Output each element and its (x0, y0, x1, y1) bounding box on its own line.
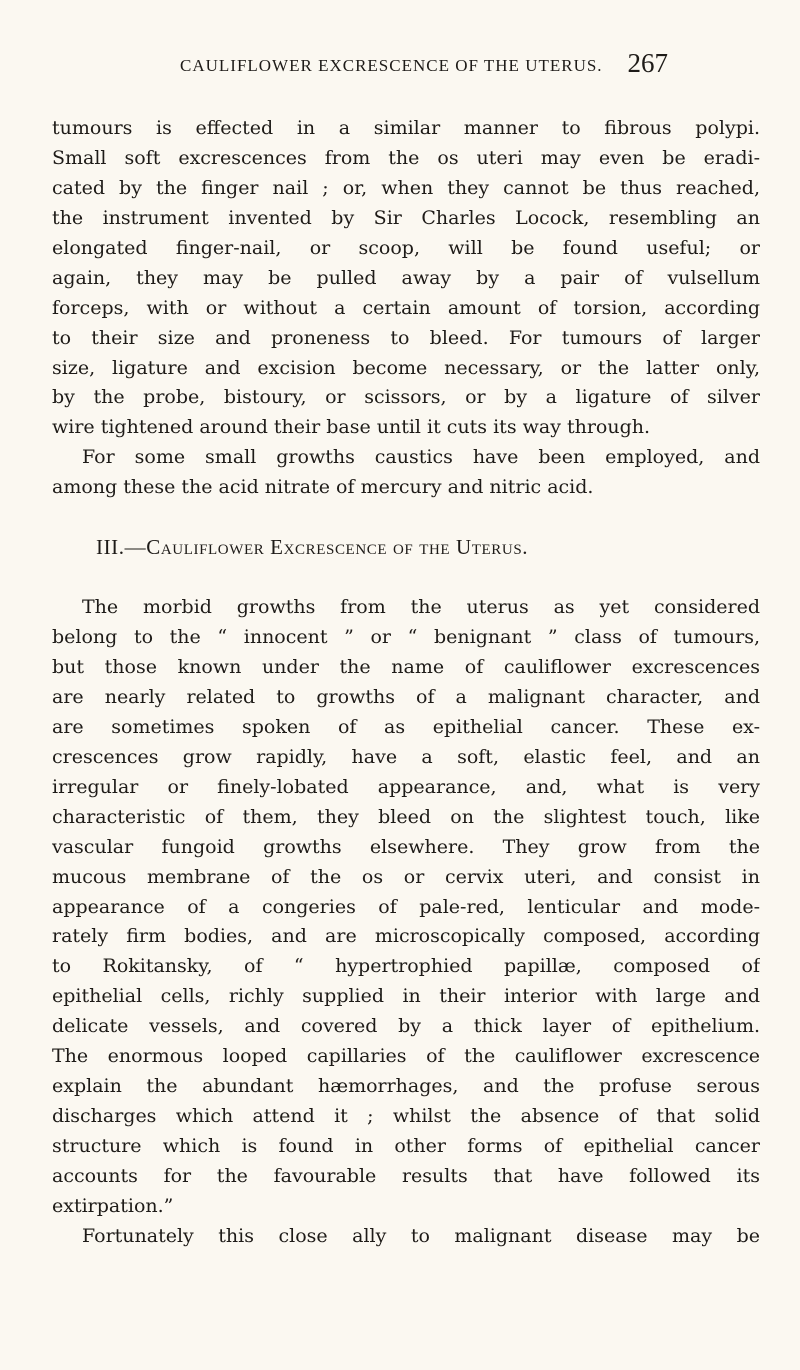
text-line: elongated finger-nail, or scoop, will be found useful; or (52, 236, 760, 259)
text-line: crescences grow rapidly, have a soft, elastic feel, and an (52, 745, 760, 768)
text-line: but those known under the name of cauliflower excrescences (52, 656, 760, 678)
text-line: forceps, with or without a certain amount of torsion, according (52, 296, 760, 319)
text-line: For some small growths caustics have been employed, and (82, 446, 760, 469)
text-line: irregular or finely-lobated appearance, and, what is very (52, 775, 760, 798)
section-heading (52, 533, 760, 563)
text-line: tumours is effected in a similar manner to fibrous polypi. (52, 117, 760, 139)
text-line: explain the abundant hæmorrhages, and the profuse serous (52, 1075, 760, 1098)
text-line: discharges which attend it ; whilst the absence of that solid (52, 1105, 760, 1128)
text-line: size, ligature and excision become necessary, or the latter only, (52, 356, 760, 379)
paragraph-3 (52, 593, 760, 1222)
text-line: accounts for the favourable results that have followed its (52, 1164, 760, 1187)
text-line: the instrument invented by Sir Charles Locock, resembling an (52, 206, 760, 229)
text-line: are nearly related to growths of a malignant character, and (52, 685, 760, 708)
section-numeral: III.— (96, 535, 147, 560)
text-line: to Rokitansky, of “ hypertrophied papillæ, composed of (52, 955, 760, 978)
text-line: structure which is found in other forms of epithelial cancer (52, 1135, 760, 1157)
page-number: 267 (627, 48, 668, 78)
text-line: mucous membrane of the os or cervix uteri, and consist in (52, 865, 760, 888)
text-line: by the probe, bistoury, or scissors, or by a ligature of silver (52, 386, 760, 409)
paragraph-4 (52, 1222, 760, 1252)
text-line: again, they may be pulled away by a pair of vulsellum (52, 266, 760, 289)
text-line: among these the acid nitrate of mercury and nitric acid. (52, 476, 594, 499)
text-line: wire tightened around their base until it cuts its way through. (52, 416, 651, 439)
text-line: vascular fungoid growths elsewhere. They grow from the (52, 835, 760, 858)
text-line: characteristic of them, they bleed on the slightest touch, like (52, 805, 760, 828)
text-line: are sometimes spoken of as epithelial cancer. These ex- (52, 715, 760, 738)
text-line: extirpation.” (52, 1194, 174, 1217)
text-line: to their size and proneness to bleed. For tumours of larger (52, 326, 760, 349)
section-title: Cauliflower Excrescence of the Uterus. (146, 535, 529, 560)
text-line: delicate vessels, and covered by a thick layer of epithelium. (52, 1015, 760, 1038)
running-head: CAULIFLOWER EXCRESCENCE OF THE UTERUS. (180, 56, 603, 75)
text-line: epithelial cells, richly supplied in their interior with large and (52, 985, 760, 1008)
text-line: Fortunately this close ally to malignant disease may be (82, 1224, 760, 1247)
paragraph-2 (52, 443, 760, 503)
text-line: rately firm bodies, and are microscopically composed, according (52, 925, 760, 948)
paragraph-1 (52, 114, 760, 443)
body-text (52, 114, 760, 1252)
text-line: appearance of a congeries of pale-red, lenticular and mode- (52, 895, 760, 918)
text-line: belong to the “ innocent ” or “ benignant ” class of tumours, (52, 626, 760, 649)
text-line: Small soft excrescences from the os uteri may even be eradi- (52, 146, 760, 169)
text-line: cated by the finger nail ; or, when they cannot be thus reached, (52, 176, 760, 199)
text-line: The enormous looped capillaries of the cauliflower excrescence (52, 1045, 760, 1068)
text-line: The morbid growths from the uterus as yet considered (82, 596, 760, 619)
